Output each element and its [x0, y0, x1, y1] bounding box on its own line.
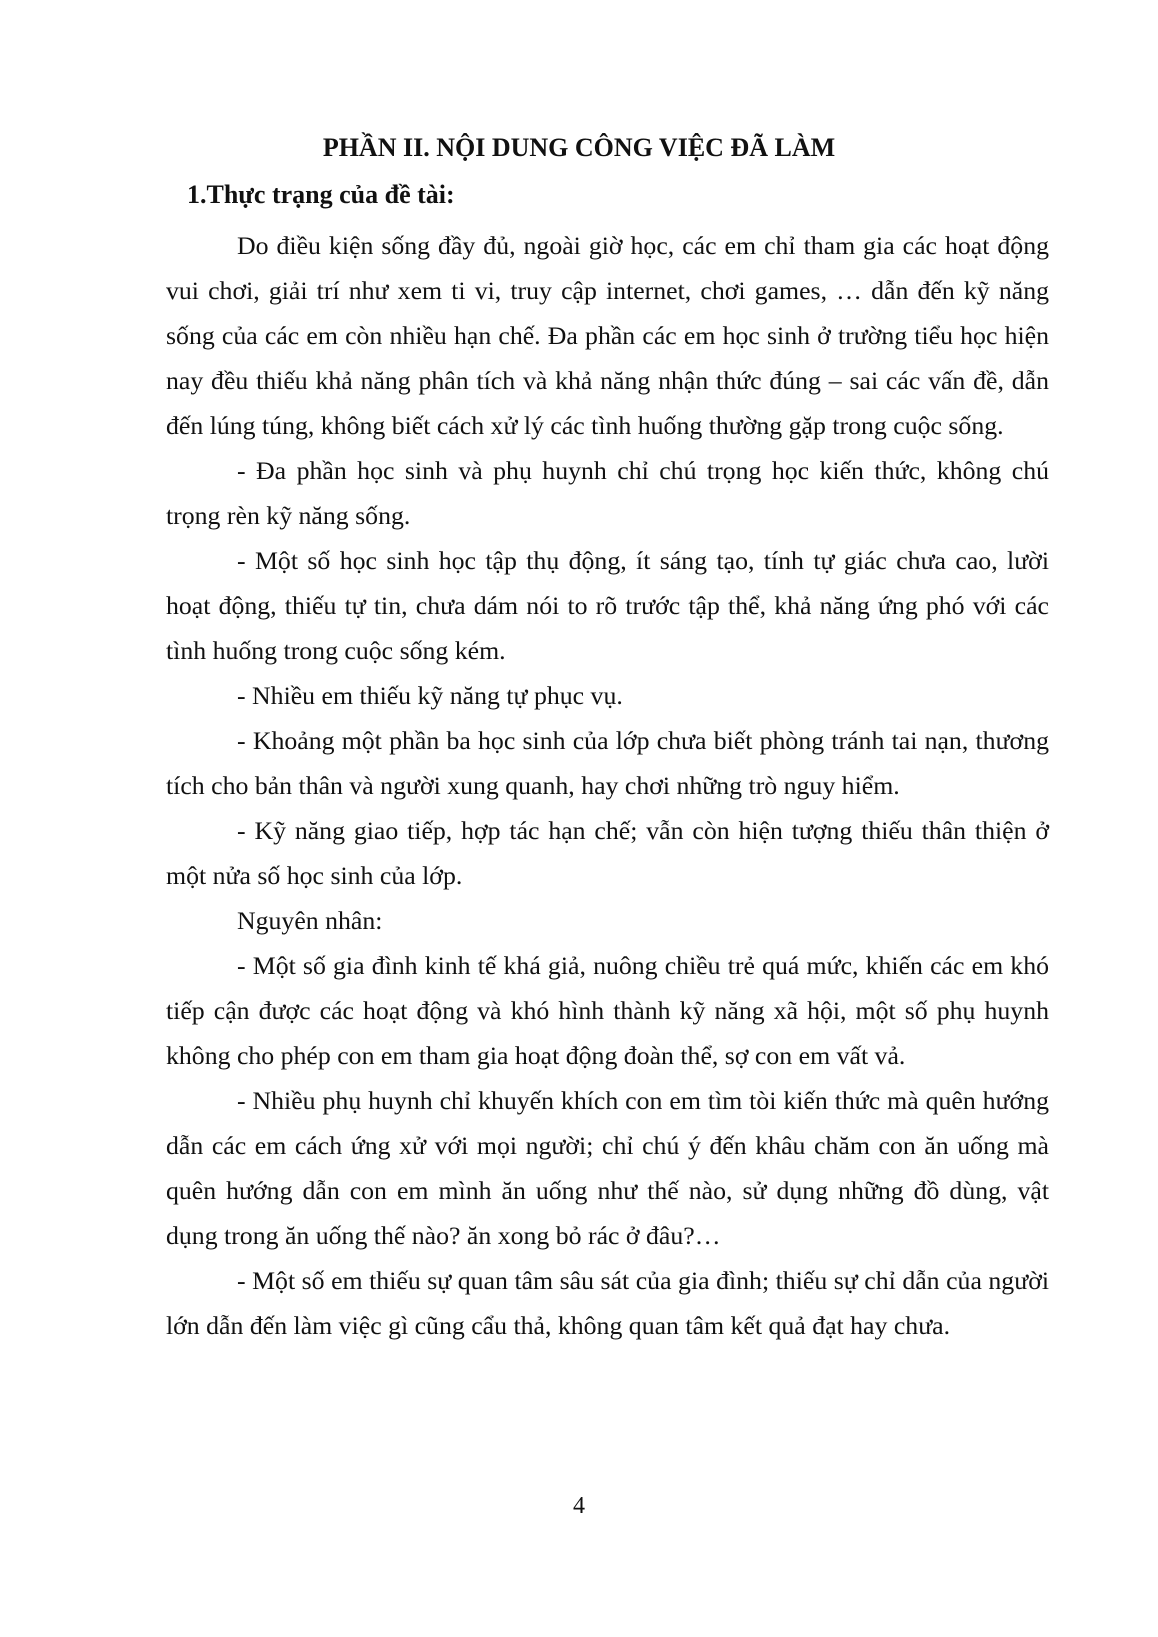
paragraph-causes-heading: Nguyên nhân: — [237, 906, 383, 935]
paragraph-bullet-injury-prevention: - Khoảng một phần ba học sinh của lớp chưa biết phòng tránh tai nạn, thương tích cho bản thân và người xung quanh, hay chơi những trò nguy hiểm. — [166, 726, 1049, 800]
paragraph-cause-pampering: - Một số gia đình kinh tế khá giả, nuông chiều trẻ quá mức, khiến các em khó tiếp cận được các hoạt động và khó hình thành kỹ năng xã hội, một số phụ huynh không cho phép con em tham gia hoạt động đoàn thể, sợ con em vất vả. — [166, 951, 1049, 1070]
body-text — [166, 223, 1049, 1348]
paragraph-bullet-knowledge-focus: - Đa phần học sinh và phụ huynh chỉ chú trọng học kiến thức, không chú trọng rèn kỹ năng sống. — [166, 456, 1049, 530]
paragraph-cause-lack-of-care: - Một số em thiếu sự quan tâm sâu sát của gia đình; thiếu sự chỉ dẫn của người lớn dẫn đến làm việc gì cũng cẩu thả, không quan tâm kết quả đạt hay chưa. — [166, 1266, 1049, 1340]
paragraph-cause-parents-knowledge: - Nhiều phụ huynh chỉ khuyến khích con em tìm tòi kiến thức mà quên hướng dẫn các em cách ứng xử với mọi người; chỉ chú ý đến khâu chăm con ăn uống mà quên hướng dẫn con em mình ăn uống như thế nào, sử dụng những đồ dùng, vật dụng trong ăn uống thế nào? ăn xong bỏ rác ở đâu?… — [166, 1086, 1049, 1250]
paragraph-bullet-passive-learning: - Một số học sinh học tập thụ động, ít sáng tạo, tính tự giác chưa cao, lười hoạt động, thiếu tự tin, chưa dám nói to rõ trước tập thể, khả năng ứng phó với các tình huống trong cuộc sống kém. — [166, 546, 1049, 665]
paragraph-bullet-communication: - Kỹ năng giao tiếp, hợp tác hạn chế; vẫn còn hiện tượng thiếu thân thiện ở một nửa số học sinh của lớp. — [166, 816, 1049, 890]
paragraph-bullet-self-service: - Nhiều em thiếu kỹ năng tự phục vụ. — [237, 681, 623, 710]
paragraph-intro: Do điều kiện sống đầy đủ, ngoài giờ học, các em chỉ tham gia các hoạt động vui chơi, giải trí như xem ti vi, truy cập internet, chơi games, … dẫn đến kỹ năng sống của các em còn nhiều hạn chế. Đa phần các em học sinh ở trường tiểu học hiện nay đều thiếu khả năng phân tích và khả năng nhận thức đúng – sai các vấn đề, dẫn đến lúng túng, không biết cách xử lý các tình huống thường gặp trong cuộc sống. — [166, 231, 1049, 440]
page-title: PHẦN II. NỘI DUNG CÔNG VIỆC ĐÃ LÀM — [322, 133, 836, 162]
section-heading: 1.Thực trạng của đề tài: — [187, 180, 455, 209]
page-number: 4 — [573, 1493, 585, 1519]
